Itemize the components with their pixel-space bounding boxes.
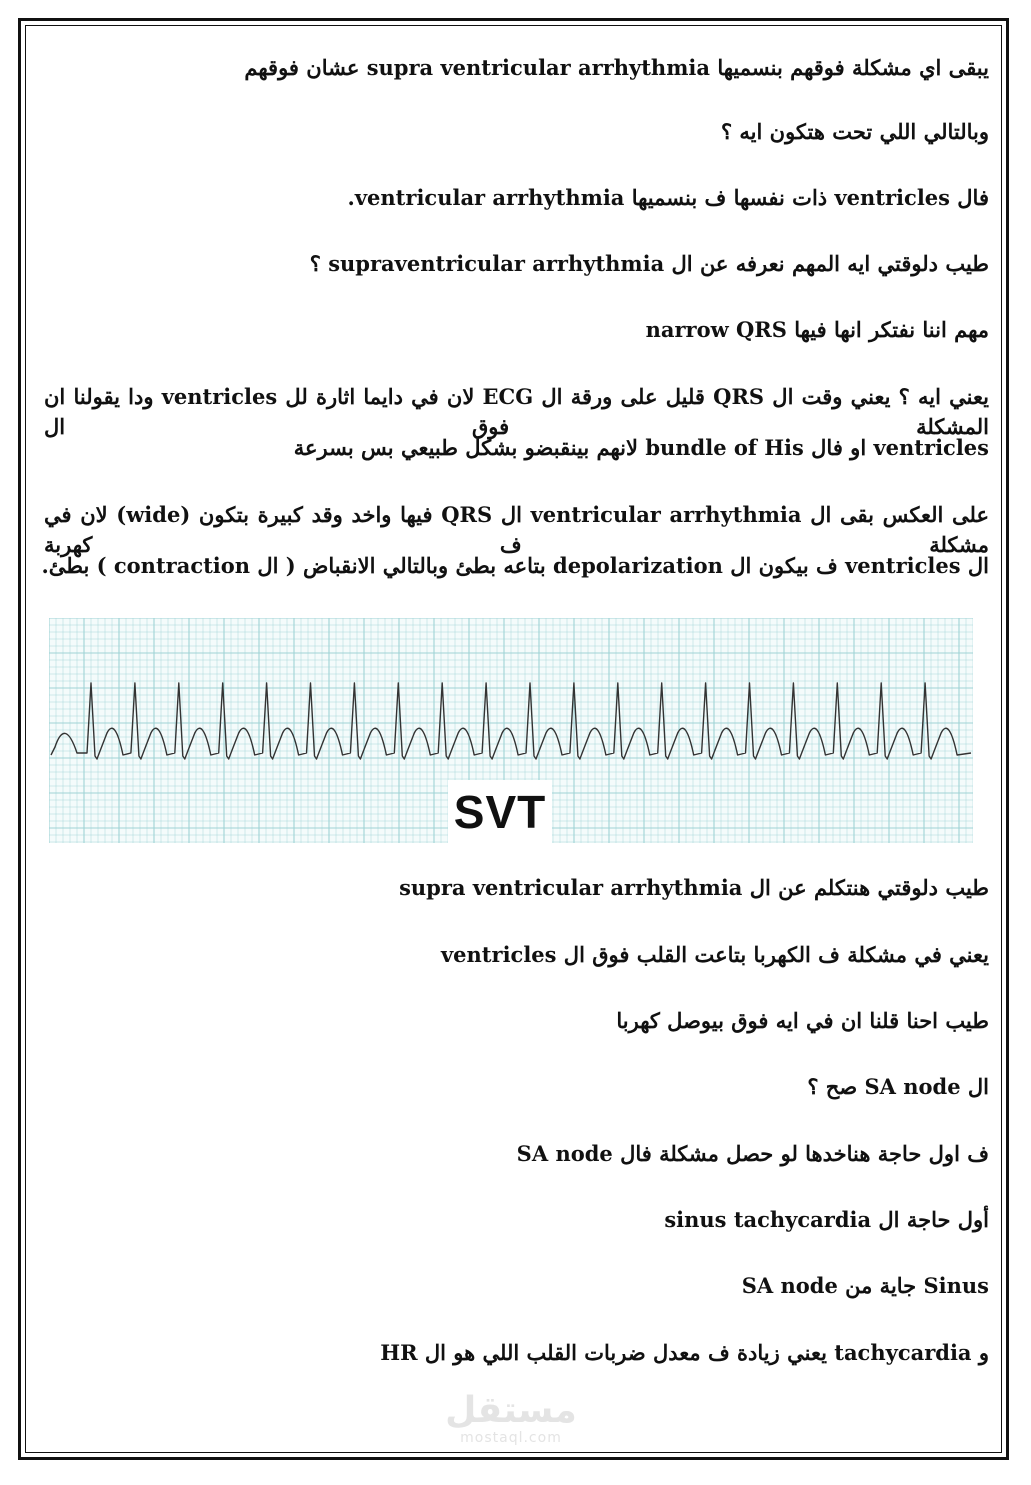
ecg-label-svt: SVT — [448, 780, 552, 844]
text-line-10: طيب دلوقتي هنتكلم عن ال supra ventricular arrhythmia — [399, 875, 989, 900]
text-line-15: أول حاجة ال sinus tachycardia — [664, 1207, 989, 1232]
text-line-7: ventricles او فال bundle of His لانهم بينقبضو بشكل طبيعي بس بسرعة — [293, 435, 989, 460]
text-line-4: طيب دلوقتي ايه المهم نعرفه عن ال supraventricular arrhythmia ؟ — [309, 251, 989, 276]
text-line-5: مهم اننا نفتكر انها فيها narrow QRS — [645, 317, 989, 342]
text-line-16: Sinus جاية من SA node — [741, 1273, 989, 1298]
watermark-sub: mostaql.com — [460, 1430, 562, 1446]
watermark-main: مستقل — [445, 1390, 577, 1431]
text-line-3: فال ventricles ذات نفسها ف بنسميها ventricular arrhythmia. — [347, 185, 989, 210]
text-line-14: ف اول حاجة هناخدها لو حصل مشكلة فال SA node — [516, 1141, 989, 1166]
text-line-17: و tachycardia يعني زيادة ف معدل ضربات القلب اللي هو ال HR — [380, 1340, 989, 1365]
text-line-6: يعني ايه ؟ يعني وقت ال QRS قليل على ورقة ال ECG لان في دايما اثارة لل ventricles ودا يقولنا ان المشكلة فوق ال — [44, 384, 989, 439]
text-line-8: على العكس بقى ال ventricular arrhythmia ال QRS فيها واخد وقد كبيرة بتكون (wide) لان في مشكلة ف كهربة — [44, 502, 989, 557]
watermark-logo — [436, 1392, 586, 1446]
text-line-13: ال SA node صح ؟ — [807, 1074, 989, 1099]
text-line-2: وبالتالي اللي تحت هتكون ايه ؟ — [720, 119, 989, 144]
text-line-9: ال ventricles ف بيكون ال depolarization بتاعه بطئ وبالتالي الانقباض ( ال contraction ) بطئ. — [41, 553, 989, 578]
text-line-12: طيب احنا قلنا ان في ايه فوق بيوصل كهربا — [616, 1008, 989, 1033]
text-line-11: يعني في مشكلة ف الكهربا بتاعت القلب فوق ال ventricles — [440, 942, 989, 967]
text-line-1: يبقى اي مشكلة فوقهم بنسميها supra ventricular arrhythmia عشان فوقهم — [244, 55, 989, 80]
